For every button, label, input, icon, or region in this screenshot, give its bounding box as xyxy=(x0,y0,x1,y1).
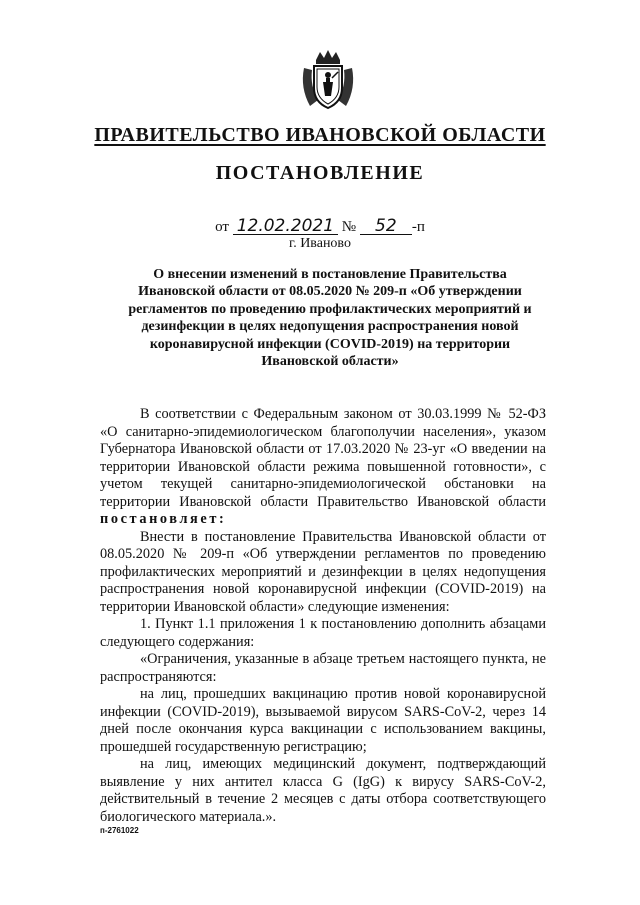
paragraph: «Ограничения, указанные в абзаце третьем настоящего пункта, не распространяются: xyxy=(100,651,546,685)
document-body xyxy=(100,406,546,826)
number-sign: № xyxy=(341,219,357,235)
intro-paragraph xyxy=(100,406,546,529)
government-title: ПРАВИТЕЛЬСТВО ИВАНОВСКОЙ ОБЛАСТИ xyxy=(94,124,546,146)
paragraph: на лиц, имеющих медицинский документ, подтверждающий выявление у них антител класса G (IgG) к вирусу SARS-CoV-2, действительный в течение 2 месяцев с даты отбора соответствующего биологического материала.». xyxy=(100,756,546,825)
paragraph: Внести в постановление Правительства Ивановской области от 08.05.2020 № 209-п «Об утверждении регламентов по проведению профилактических мероприятий и дезинфекции в целях недопущения распространения новой коронавирусной инфекции (COVID-2019) на территории Ивановской области» следующие изменения: xyxy=(100,528,546,615)
intro-text: В соответствии с Федеральным законом от 30.03.1999 № 52-ФЗ «О санитарно-эпидемиологическом благополучии населения», указом Губернатора Ивановской области от 17.03.2020 № 23-уг «О введении на территории Ивановской области режима повышенной готовности», с учетом текущей санитарно-эпидемиологической обстановки на территории Ивановской области Правительство Ивановской области xyxy=(100,406,546,510)
document-type: ПОСТАНОВЛЕНИЕ xyxy=(215,162,425,184)
document-number: 52 xyxy=(360,218,412,235)
paragraph: 1. Пункт 1.1 приложения 1 к постановлению дополнить абзацами следующего содержания: xyxy=(100,616,546,650)
decree-word: постановляет: xyxy=(100,511,227,527)
emblem-icon xyxy=(296,48,360,112)
paragraph: на лиц, прошедших вакцинацию против новой коронавирусной инфекции (COVID-2019), вызываемой вирусом SARS-CoV-2, через 14 дней после окончания курса вакцинации с использованием вакцины, прошедшей государственную регистрацию; xyxy=(100,686,546,755)
document-subject: О внесении изменений в постановление Правительства Ивановской области от 08.05.2020 № 209-п «Об утверждении регламентов по проведению профилактических мероприятий и дезинфекции в целях недопущения распространения новой коронавирусной инфекции (COVID-2019) на территории Ивановской области» xyxy=(128,267,532,370)
document-number-line xyxy=(0,218,640,236)
document-date: 12.02.2021 xyxy=(233,218,338,235)
date-prefix: от xyxy=(215,219,229,235)
city: г. Иваново xyxy=(289,236,351,251)
footer-code: п-2761022 xyxy=(100,826,139,835)
number-suffix: -п xyxy=(411,219,425,235)
